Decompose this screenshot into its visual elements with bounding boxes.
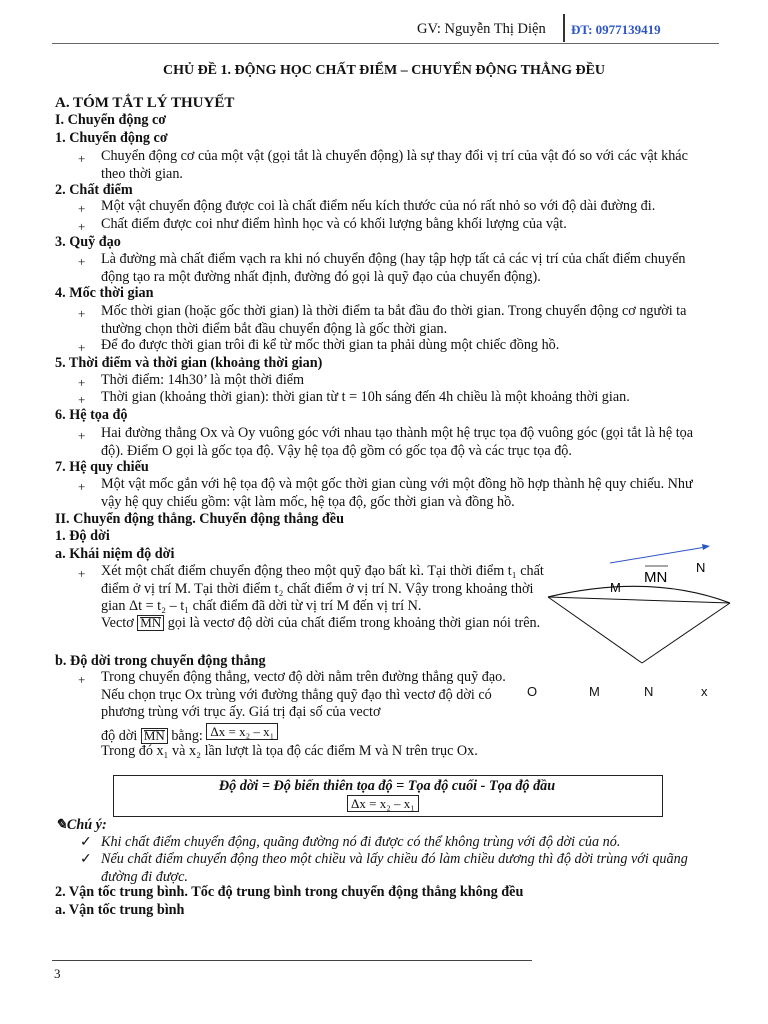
paragraph: Một vật mốc gắn với hệ tọa độ và một gốc thời gian cùng với một đồng hồ hợp thành hệ quy chiếu. Như vậy hệ quy chiếu gồm: vật làm mốc, hệ tọa độ, gốc thời gian và đồng hồ. (101, 476, 693, 510)
label-mn: MN (644, 569, 668, 586)
heading-d1b: b. Độ dời trong chuyển động thẳng (55, 653, 266, 669)
trajectory-diagram (520, 535, 760, 710)
heading-section-i: I. Chuyển động cơ (55, 112, 167, 128)
bullet-icon: + (78, 340, 86, 355)
bullet-icon: + (78, 306, 86, 321)
bullet-icon: + (78, 151, 86, 166)
page-title: CHỦ ĐỀ 1. ĐỘNG HỌC CHẤT ĐIỂM – CHUYỂN ĐỘNG THẲNG ĐỀU (162, 63, 606, 78)
paragraph: Để đo được thời gian trôi đi kể từ mốc thời gian ta phải dùng một chiếc đồng hồ. (101, 337, 560, 353)
bullet-icon: + (78, 254, 86, 269)
vector-mn: MN (137, 615, 164, 631)
heading-1: 1. Chuyển động cơ (55, 130, 168, 146)
header-rule (52, 43, 719, 44)
vector-mn: MN (141, 728, 168, 744)
key-formula-text: Độ dời = Độ biến thiên tọa độ = Tọa độ cuối - Tọa độ đầu (218, 778, 556, 794)
paragraph: Trong chuyển động thẳng, vectơ độ dời nằm trên đường thẳng quỹ đạo. Nếu chọn trục Ox trùng với đường thẳng quỹ đạo thì vectơ độ dời có phương trùng với trục ấy. Giá trị đại số của vectơ (101, 669, 506, 720)
axis-label-m: M (589, 684, 600, 699)
heading-3: 3. Quỹ đạo (55, 234, 121, 250)
bullet-icon: + (78, 201, 86, 216)
paragraph (101, 615, 561, 633)
axis-label-n: N (644, 684, 654, 699)
note-item: Khi chất điểm chuyển động, quãng đường nó đi được có thể không trùng với độ dời của nó. (101, 834, 621, 850)
paragraph: Chuyển động cơ của một vật (gọi tắt là chuyển động) là sự thay đổi vị trí của vật đó so với các vật khác theo thời gian. (101, 148, 688, 182)
paragraph: Xét một chất điểm chuyển động theo một quỹ đạo bất kì. Tại thời điểm t₁ chất điểm ở vị trí M. Tại thời điểm t₂ chất điểm ở vị trí N. Vậy trong khoảng thời gian Δt = t₂ – t₁ chất điểm đã dời từ vị trí M đến vị trí N. (101, 563, 544, 614)
note-heading-text: Chú ý: (66, 817, 107, 833)
heading-7: 7. Hệ quy chiếu (55, 459, 149, 475)
paragraph: Thời điểm: 14h30’ là một thời điểm (101, 372, 305, 388)
axis-label-x: x (701, 684, 708, 699)
heading-4: 4. Mốc thời gian (55, 285, 154, 301)
check-icon: ✓ (80, 835, 92, 850)
paragraph: Một vật chuyển động được coi là chất điểm nếu kích thước của nó rất nhỏ so với độ dài đường đi. (101, 198, 656, 214)
key-formula-dx: Δx = x₂ – x₁ (347, 795, 419, 812)
footer-rule (52, 960, 532, 961)
text: gọi là vectơ độ dời của chất điểm trong khoảng thời gian nói trên. (167, 615, 541, 631)
heading-part-a: A. TÓM TẮT LÝ THUYẾT (55, 95, 235, 111)
note-heading (55, 817, 107, 835)
heading-section-ii: II. Chuyển động thẳng. Chuyển động thẳng đều (55, 511, 344, 527)
paragraph: Hai đường thẳng Ox và Oy vuông góc với nhau tạo thành một hệ trục tọa độ vuông góc (gọi tắt là hệ tọa độ). Điểm O gọi là gốc tọa độ. Vậy hệ tọa độ gồm có gốc tọa độ và các trục tọa độ. (101, 425, 694, 459)
bullet-icon: + (78, 392, 86, 407)
triangle-right-edge (642, 603, 730, 663)
paragraph: Chất điểm được coi như điểm hình học và có khối lượng bằng khối lượng của vật. (101, 216, 567, 232)
heading-5: 5. Thời điểm và thời gian (khoảng thời gian) (55, 355, 323, 371)
displacement-line (548, 597, 730, 603)
check-icon: ✓ (80, 852, 92, 867)
bullet-icon: + (78, 375, 86, 390)
label-m: M (610, 580, 621, 595)
paragraph: Thời gian (khoảng thời gian): thời gian từ t = 10h sáng đến 4h chiều là một khoảng thời gian. (101, 389, 630, 405)
header-divider (563, 14, 565, 42)
heading-2: 2. Chất điểm (55, 182, 133, 198)
page-number: 3 (54, 966, 61, 981)
paragraph: Trong đó x₁ và x₂ lần lượt là tọa độ các điểm M và N trên trục Ox. (101, 743, 478, 759)
heading-6: 6. Hệ tọa độ (55, 407, 128, 423)
formula-dx: Δx = x₂ – x₁ (206, 723, 278, 740)
paragraph: Mốc thời gian (hoặc gốc thời gian) là thời điểm ta bắt đầu đo thời gian. Trong chuyển động cơ người ta thường chọn thời điểm bắt đầu chuyển động là gốc thời gian. (101, 303, 687, 337)
text: Vectơ (101, 615, 134, 631)
arrowhead-icon (702, 544, 710, 550)
bullet-icon: + (78, 428, 86, 443)
header-phone: ĐT: 0977139419 (571, 22, 661, 37)
heading-v2: 2. Vận tốc trung bình. Tốc độ trung bình trong chuyển động thẳng không đều (55, 884, 524, 900)
paragraph: Là đường mà chất điểm vạch ra khi nó chuyển động (hay tập hợp tất cả các vị trí của chất điểm chuyển động tạo ra một đường nhất định, đường đó gọi là quỹ đạo của chuyển động). (101, 251, 686, 285)
pencil-icon: ✎ (55, 817, 67, 833)
header-author: GV: Nguyễn Thị Diện (417, 21, 546, 37)
bullet-icon: + (78, 566, 86, 581)
bullet-icon: + (78, 672, 86, 687)
label-n: N (696, 560, 706, 575)
axis-label-o: O (527, 684, 538, 699)
triangle-left-edge (548, 597, 642, 663)
bullet-icon: + (78, 219, 86, 234)
bullet-icon: + (78, 479, 86, 494)
note-item: Nếu chất điểm chuyển động theo một chiều và lấy chiều đó làm chiều dương thì độ dời trùng với quãng đường đi được. (101, 851, 688, 885)
vector-arrow-line (610, 547, 706, 563)
heading-d1a: a. Khái niệm độ dời (55, 546, 175, 562)
heading-v2a: a. Vận tốc trung bình (55, 902, 185, 918)
text: bằng: (171, 728, 203, 744)
text: độ dời (101, 728, 138, 744)
heading-d1: 1. Độ dời (55, 528, 110, 544)
